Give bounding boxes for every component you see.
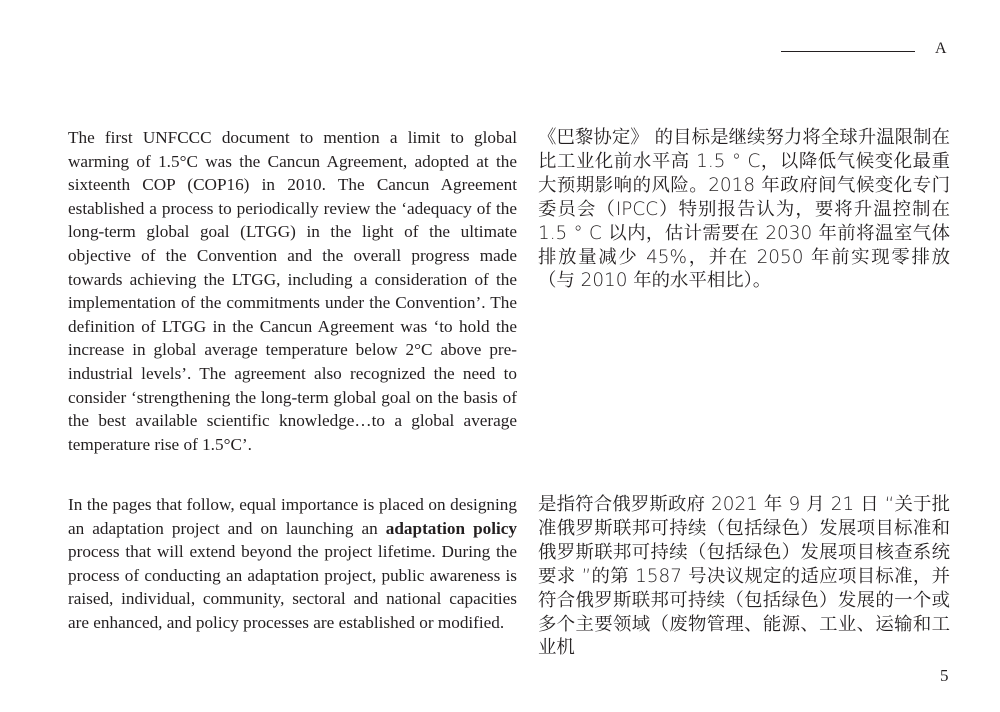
english-paragraph-1: The first UNFCCC document to mention a limit to global warming of 1.5°C was the Cancun Agreement, adopted at the sixteenth COP (COP16) in 2010. The Cancun Agreement established a process to periodically review the ‘adequacy of the long-term global goal (LTGG) in the light of the ultimate objective of the Convention and the overall progress made towards achieving the LTGG, including a consideration of the implementation of the commitments under the Convention’. The definition of LTGG in the Cancun Agreement was ‘to hold the increase in global average temperature below 2°C above pre-industrial levels’. The agreement also recognized the need to consider ‘strengthening the long-term global goal on the basis of the best available scientific knowledge…to a global average temperature rise of 1.5°C’. <box>68 128 517 454</box>
page-number: 5 <box>940 666 949 685</box>
chinese-paragraph-2: 是指符合俄罗斯政府 2021 年 9 月 21 日 “关于批准俄罗斯联邦可持续（包括绿色）发展项目标准和俄罗斯联邦可持续（包括绿色）发展项目核查系统要求 ”的第 1587 号决议规定的适应项目标准，并符合俄罗斯联邦可持续（包括绿色）发展的一个或多个主要领域（废物管理、能源、工业、运输和工业机 <box>538 494 950 659</box>
header-rule <box>781 51 915 52</box>
chinese-paragraph-1: 《巴黎协定》 的目标是继续努力将全球升温限制在比工业化前水平高 1.5 ° C，以降低气候变化最重大预期影响的风险。2018 年政府间气候变化专门委员会（IPCC）特别报告认为，要将升温控制在 1.5 ° C 以内，估计需要在 2030 年前将温室气体排放量减少 45%，并在 2050 年前实现零排放（与 2010 年的水平相比）。 <box>538 127 950 292</box>
english-paragraph-2 <box>68 493 517 635</box>
section-letter: A <box>935 40 947 57</box>
english-paragraph-2-text-start: In the pages that follow, equal importance is placed on designing an adaptation project and on launching an <box>68 495 517 538</box>
english-paragraph-2-text-end: process that will extend beyond the project lifetime. During the process of conducting an adaptation project, public awareness is raised, individual, community, sectoral and national capacities are enhanced, and policy processes are established or modified. <box>68 542 517 632</box>
adaptation-policy-term: adaptation policy <box>385 518 517 538</box>
